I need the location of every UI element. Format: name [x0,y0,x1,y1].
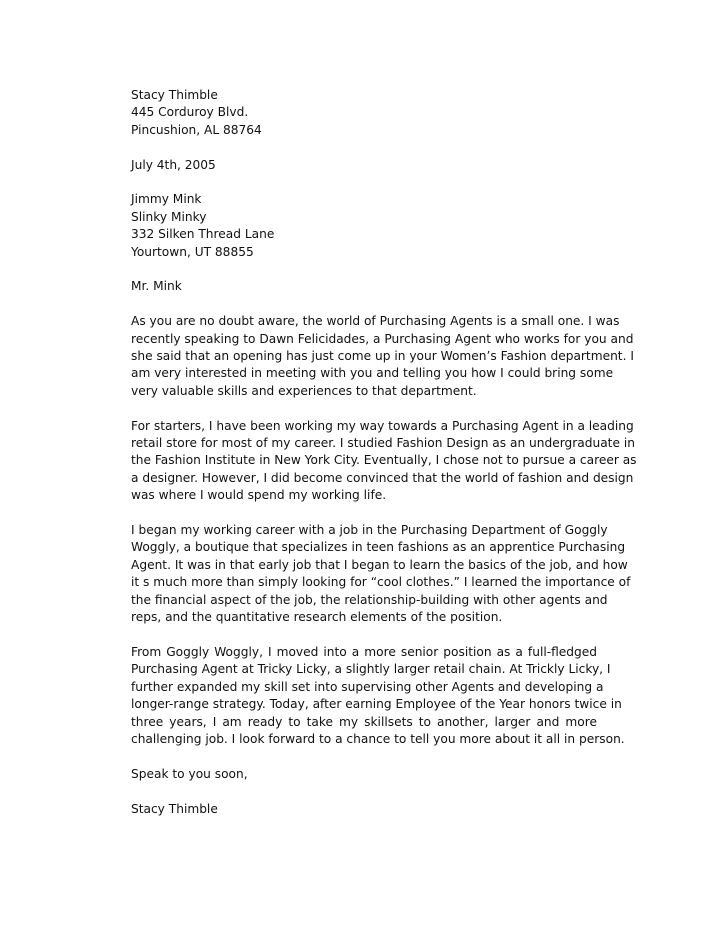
paragraph-line: the Fashion Institute in New York City. Eventually, I chose not to pursue a career as [131,453,637,468]
recipient-company: Slinky Minky [131,209,207,224]
paragraph-line: am very interested in meeting with you and telling you how I could bring some [131,366,614,381]
sender-city: Pincushion, AL 88764 [131,122,262,137]
paragraph-line: retail store for most of my career. I studied Fashion Design as an undergraduate in [131,436,635,451]
closing-block [131,766,597,783]
paragraph-line: she said that an opening has just come up in your Women’s Fashion department. I [131,349,634,364]
recipient-name: Jimmy Mink [131,192,202,207]
paragraph-2 [131,418,637,505]
paragraph-line: challenging job. I look forward to a chance to tell you more about it all in person. [131,731,625,746]
paragraph-line: reps, and the quantitative research elements of the position. [131,610,503,625]
sender-street: 445 Corduroy Blvd. [131,105,249,120]
recipient-city: Yourtown, UT 88855 [131,244,254,259]
paragraph-line: recently speaking to Dawn Felicidades, a Purchasing Agent who works for you and [131,331,634,346]
paragraph-line: the financial aspect of the job, the relationship-building with other agents and [131,592,608,607]
paragraph-line: a designer. However, I did become convinced that the world of fashion and design [131,470,634,485]
signature: Stacy Thimble [131,801,218,816]
paragraph-1 [131,313,634,400]
paragraph-4 [131,644,625,748]
sender-address [131,87,597,139]
paragraph-line: Woggly, a boutique that specializes in teen fashions as an apprentice Purchasing [131,540,626,555]
paragraph-line: Agent. It was in that early job that I began to learn the basics of the job, and how [131,557,628,572]
paragraph-3 [131,522,631,626]
paragraph-line: was where I would spend my working life. [131,488,387,503]
paragraph-line: As you are no doubt aware, the world of Purchasing Agents is a small one. I was [131,314,620,329]
letter-date-block [131,157,597,174]
paragraph-line: I began my working career with a job in the Purchasing Department of Goggly [131,523,608,538]
paragraph-line: very valuable skills and experiences to that department. [131,383,477,398]
paragraph-line: it s much more than simply looking for “cool clothes.” I learned the importance of [131,575,631,590]
paragraph-line: further expanded my skill set into supervising other Agents and developing a [131,679,604,694]
letter-body [131,87,637,835]
paragraph-line: three years, I am ready to take my skillsets to another, larger and more [131,714,597,729]
signature-block [131,801,597,818]
sender-name: Stacy Thimble [131,88,218,102]
recipient-street: 332 Silken Thread Lane [131,227,275,242]
salutation-block [131,278,597,295]
paragraph-line: longer-range strategy. Today, after earning Employee of the Year honors twice in [131,697,622,712]
closing: Speak to you soon, [131,766,248,781]
letter-date: July 4th, 2005 [131,157,216,172]
salutation: Mr. Mink [131,279,182,294]
recipient-address [131,191,597,261]
paragraph-line: From Goggly Woggly, I moved into a more senior position as a full-fledged [131,644,597,659]
paragraph-line: For starters, I have been working my way towards a Purchasing Agent in a leading [131,418,634,433]
paragraph-line: Purchasing Agent at Tricky Licky, a slightly larger retail chain. At Trickly Licky, I [131,662,611,677]
